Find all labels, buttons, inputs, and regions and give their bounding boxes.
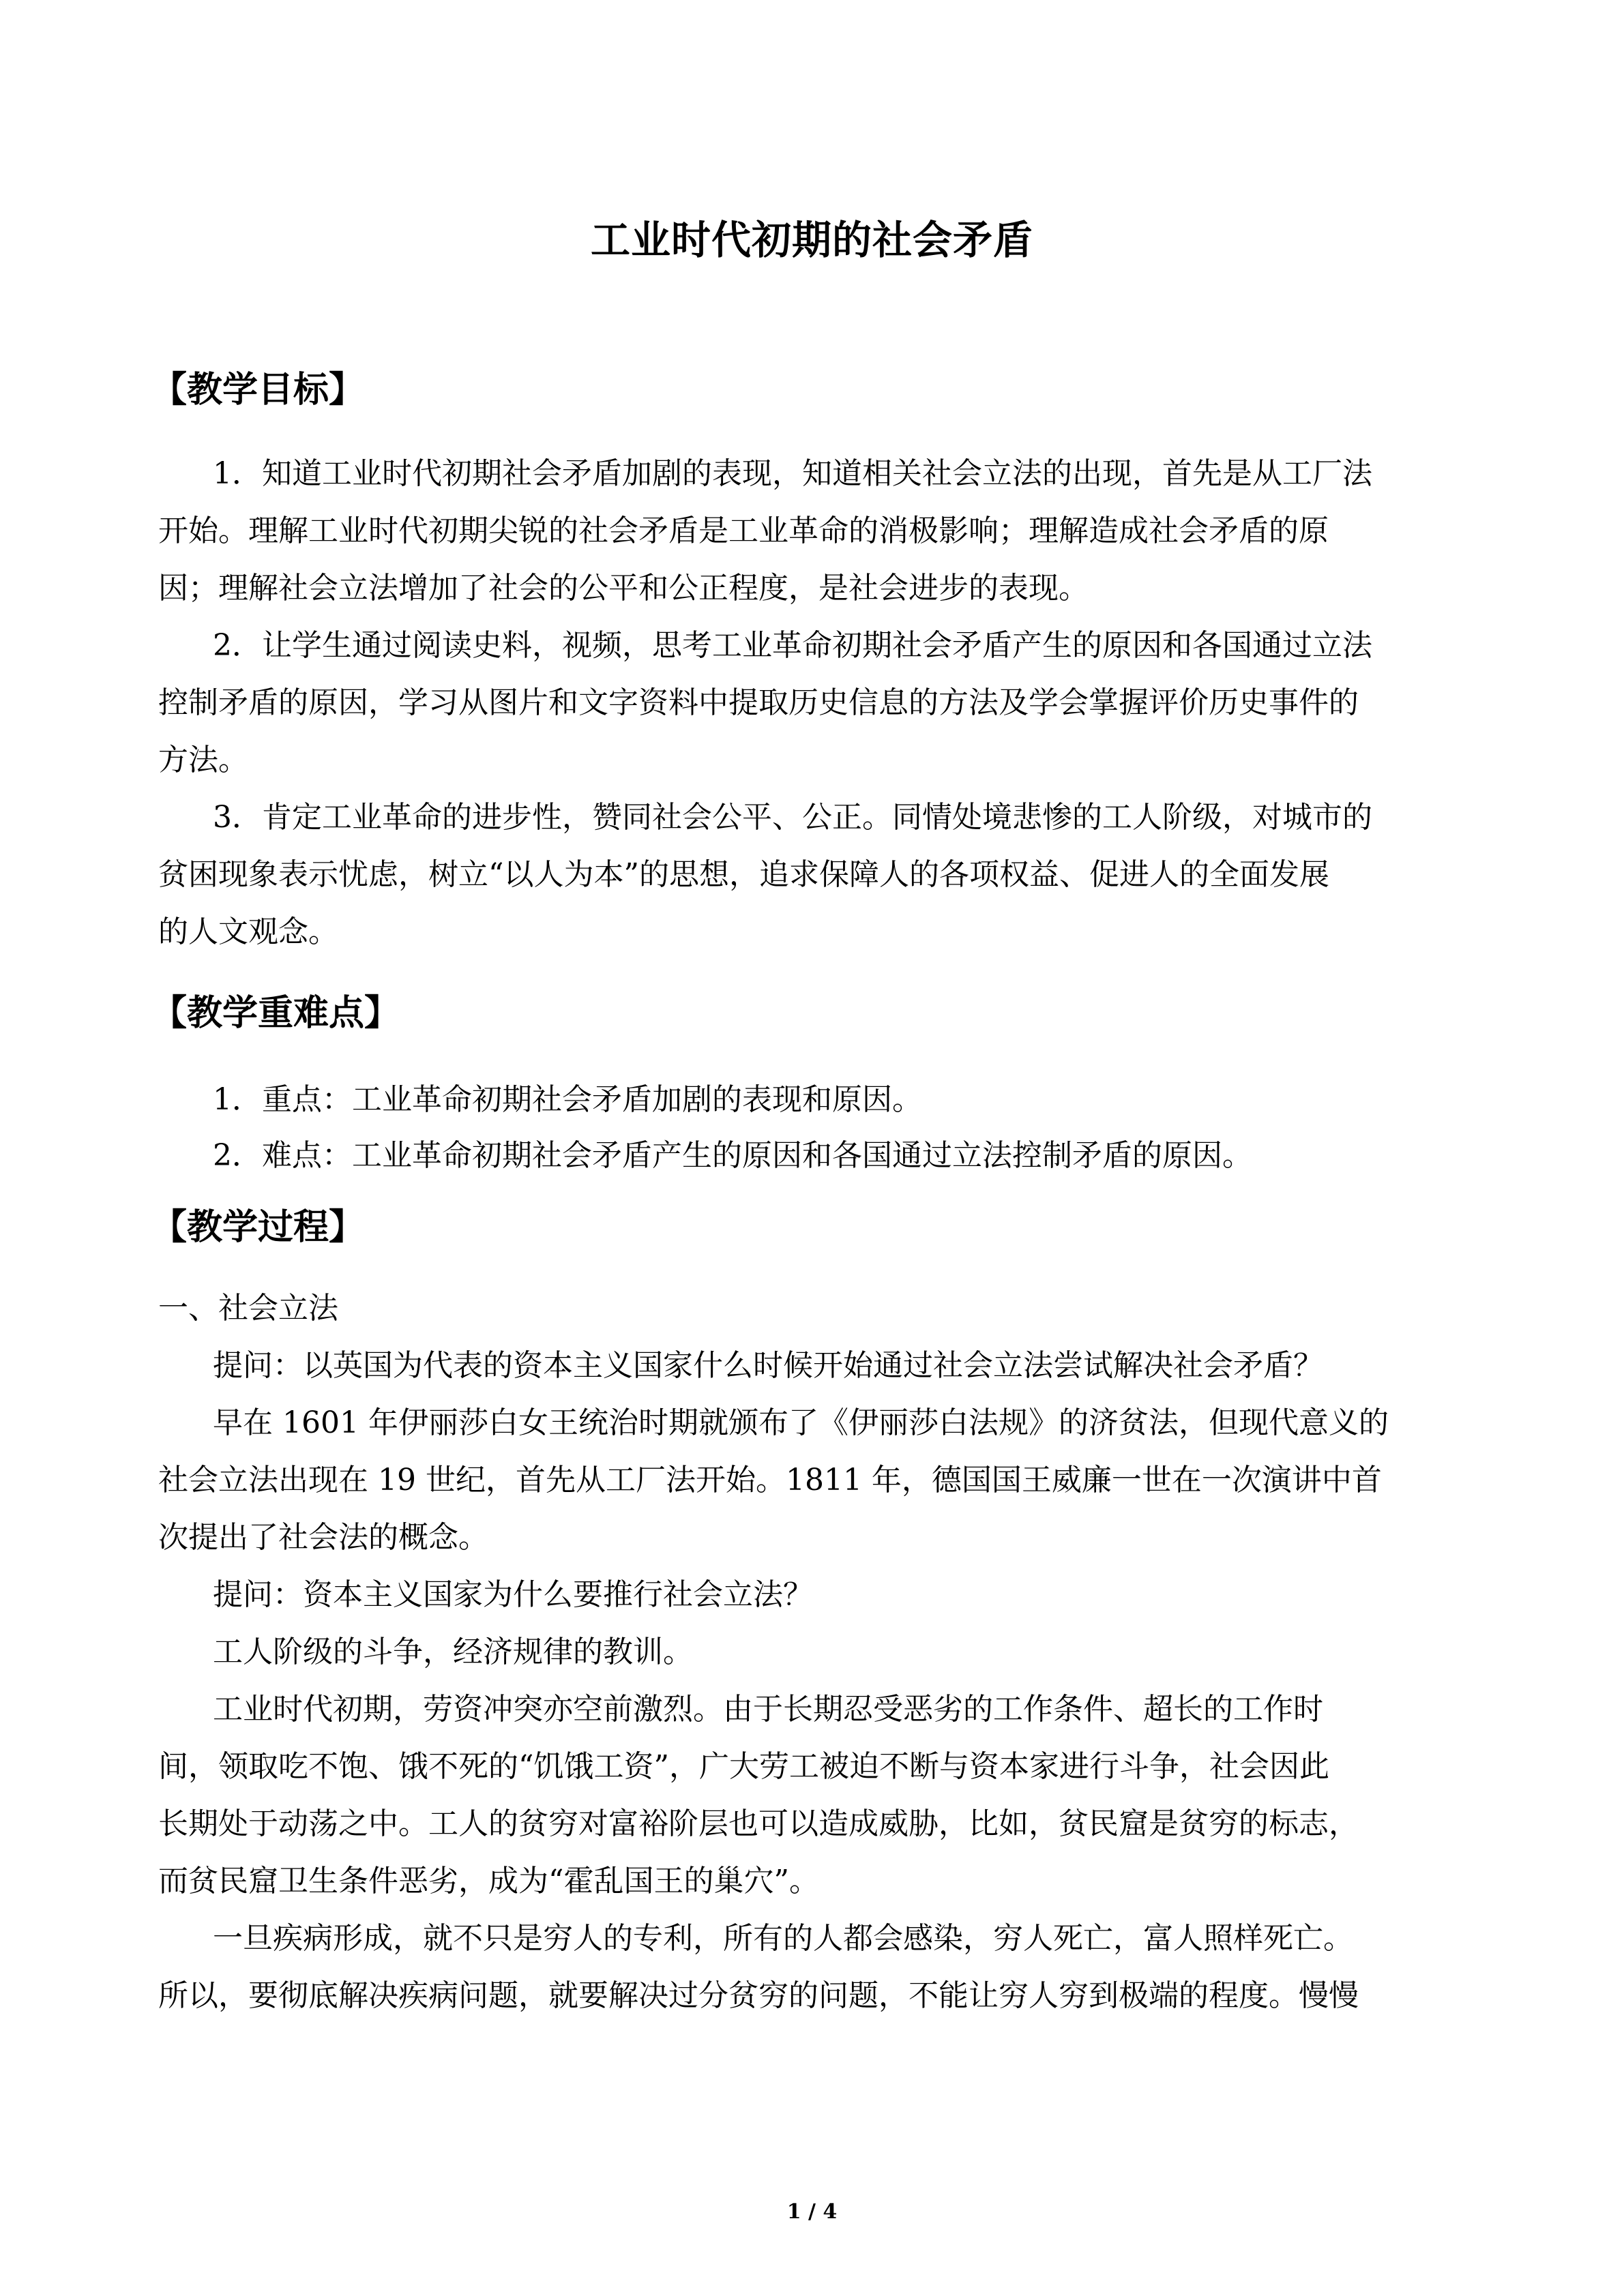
paragraph-line: 因；理解社会立法增加了社会的公平和公正程度，是社会进步的表现。 <box>158 571 1089 606</box>
paragraph-line: 提问：以英国为代表的资本主义国家什么时候开始通过社会立法尝试解决社会矛盾？ <box>213 1348 1323 1383</box>
section-heading-process: 【教学过程】 <box>151 1207 365 1248</box>
paragraph-line: 次提出了社会法的概念。 <box>158 1520 488 1555</box>
paragraph-line: 贫困现象表示忧虑，树立“以人为本”的思想，追求保障人的各项权益、促进人的全面发展 <box>158 857 1329 892</box>
paragraph-line: 工人阶级的斗争，经济规律的教训。 <box>213 1635 693 1669</box>
paragraph-line: 工业时代初期，劳资冲突亦空前激烈。由于长期忍受恶劣的工作条件、超长的工作时 <box>213 1692 1323 1727</box>
paragraph-line: 一旦疾病形成，就不只是穷人的专利，所有的人都会感染，穷人死亡，富人照样死亡。 <box>213 1921 1353 1956</box>
paragraph-line: 方法。 <box>158 743 248 777</box>
paragraph-line: 长期处于动荡之中。工人的贫穷对富裕阶层也可以造成威胁，比如，贫民窟是贫穷的标志， <box>158 1806 1359 1841</box>
paragraph-line: 1．重点：工业革命初期社会矛盾加剧的表现和原因。 <box>213 1082 922 1117</box>
paragraph-line: 而贫民窟卫生条件恶劣，成为“霍乱国王的巢穴”。 <box>158 1864 819 1898</box>
section-heading-key-points: 【教学重难点】 <box>151 993 400 1034</box>
document-title: 工业时代初期的社会矛盾 <box>590 217 1033 263</box>
paragraph-line: 的人文观念。 <box>158 914 338 949</box>
paragraph-line: 2．让学生通过阅读史料，视频，思考工业革命初期社会矛盾产生的原因和各国通过立法 <box>213 628 1372 663</box>
paragraph-line: 所以，要彻底解决疾病问题，就要解决过分贫穷的问题，不能让穷人穷到极端的程度。慢慢 <box>158 1978 1359 2013</box>
paragraph-line: 提问：资本主义国家为什么要推行社会立法？ <box>213 1577 813 1612</box>
paragraph-line: 1．知道工业时代初期社会矛盾加剧的表现，知道相关社会立法的出现，首先是从工厂法 <box>213 456 1372 491</box>
paragraph-line: 控制矛盾的原因，学习从图片和文字资料中提取历史信息的方法及学会掌握评价历史事件的 <box>158 685 1359 720</box>
paragraph-line: 开始。理解工业时代初期尖锐的社会矛盾是工业革命的消极影响；理解造成社会矛盾的原 <box>158 513 1329 548</box>
page-number: 1 / 4 <box>786 2200 838 2224</box>
subsection-title: 一、社会立法 <box>158 1291 338 1326</box>
section-heading-objectives: 【教学目标】 <box>151 370 365 411</box>
paragraph-line: 间，领取吃不饱、饿不死的“饥饿工资”，广大劳工被迫不断与资本家进行斗争，社会因此 <box>158 1749 1329 1784</box>
paragraph-line: 3．肯定工业革命的进步性，赞同社会公平、公正。同情处境悲惨的工人阶级，对城市的 <box>213 800 1372 835</box>
paragraph-line: 社会立法出现在 19 世纪，首先从工厂法开始。1811 年，德国国王威廉一世在一次演讲中首 <box>158 1463 1382 1497</box>
paragraph-line: 早在 1601 年伊丽莎白女王统治时期就颁布了《伊丽莎白法规》的济贫法，但现代意义的 <box>213 1405 1389 1440</box>
paragraph-line: 2．难点：工业革命初期社会矛盾产生的原因和各国通过立法控制矛盾的原因。 <box>213 1138 1252 1173</box>
